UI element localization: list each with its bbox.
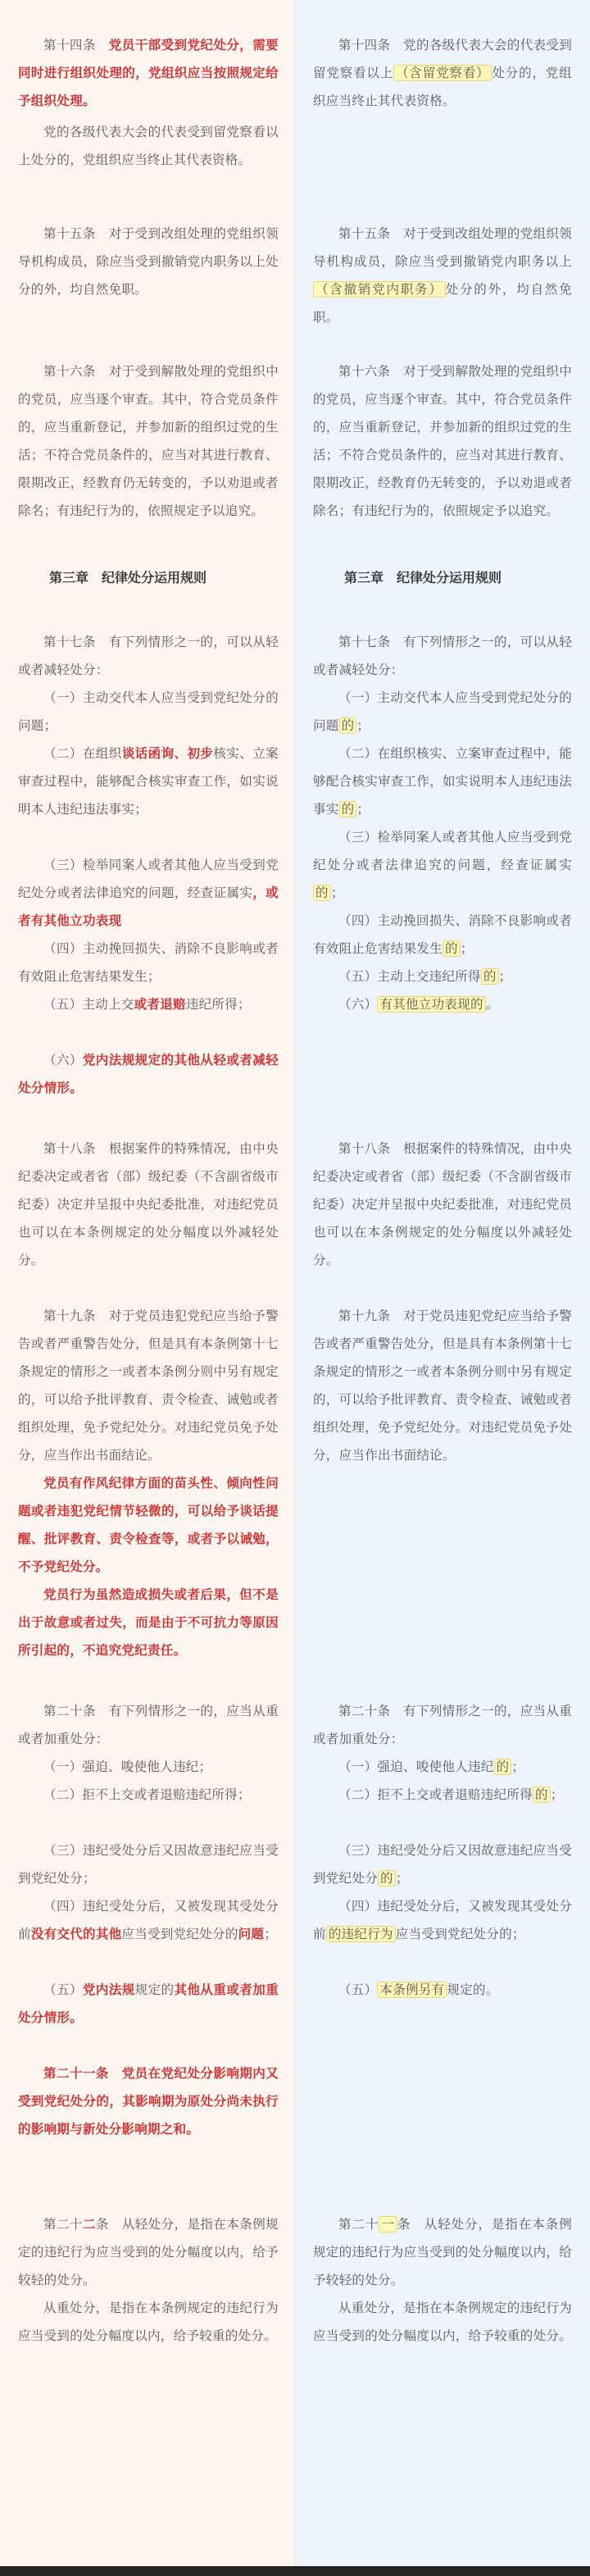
right-article-20-item-1: （一）强迫、唆使他人违纪 的 ； bbox=[338, 1759, 525, 1774]
bottom-bar bbox=[0, 2566, 590, 2576]
left-article-14: 第十四条 党员干部受到党纪处分，需要同时进行组织处理的，党组织应当按照规定给予组织处理。 bbox=[18, 38, 279, 108]
column-divider bbox=[294, 0, 295, 2576]
right-article-19: 第十九条 对于党员违犯党纪应当给予警告或者严重警告处分，但是具有本条例第十七条规定的情形之一或者本条例分则中另有规定的，可以给予批评教育、责令检查、诫勉或者组织处理，免予党纪处分。对违纪党员免予处分，应当作出书面结论。 bbox=[313, 1308, 573, 1463]
left-article-14-para2: 党的各级代表大会的代表受到留党察看以上处分的，党组织应当终止其代表资格。 bbox=[18, 125, 279, 167]
left-article-20-item-1: （一）强迫、唆使他人违纪； bbox=[43, 1759, 212, 1774]
right-article-15: 第十五条 对于受到改组处理的党组织领导机构成员，除应当受到撤销党内职务以上（含撤销党内职务） 处分的外，均自然免职。 bbox=[313, 226, 573, 325]
right-article-17-item-5: （五）主动上交违纪所得 的 ； bbox=[338, 969, 512, 984]
right-article-17-item-4: （四）主动挽回损失、消除不良影响或者有效阻止危害结果发生 的 ； bbox=[313, 913, 572, 956]
left-article-21: 第二十一条 党员在党纪处分影响期内又受到党纪处分的，其影响期为原处分尚未执行的影响期与新处分影响期之和。 bbox=[18, 2066, 279, 2137]
right-article-17-item-2: （二）在组织核实、立案审查过程中，能够配合核实审查工作，如实说明本人违纪违法事实 的 ； bbox=[313, 746, 573, 817]
left-article-17-item-1: （一）主动交代本人应当受到党纪处分的问题； bbox=[18, 690, 279, 733]
right-article-20-item-3: （三）违纪受处分后又因故意违纪应当受到党纪处分 的 ； bbox=[313, 1843, 572, 1886]
left-article-17-item-3: （三）检举同案人或者其他人应当受到党纪处分或者法律追究的问题，经查证属实，或者有其他立功表现 bbox=[18, 858, 279, 928]
right-article-17-item-6: （六） 有其他立功表现的 。 bbox=[338, 997, 499, 1012]
left-article-19-para3: 党员行为虽然造成损失或者后果，但不是出于故意或者过失，而是由于不可抗力等原因所引起的，不追究党纪责任。 bbox=[18, 1587, 279, 1658]
left-article-20-item-2: （二）拒不上交或者退赔违纪所得； bbox=[43, 1787, 251, 1802]
left-article-18: 第十八条 根据案件的特殊情况，由中央纪委决定或者省（部）级纪委（不含副省级市纪委）决定并呈报中央纪委批准，对违纪党员也可以在本条例规定的处分幅度以外减轻处分。 bbox=[18, 1141, 279, 1268]
left-article-19-para2: 党员有作风纪律方面的苗头性、倾向性问题或者违犯党纪情节轻微的，可以给予谈话提醒、批评教育、责令检查等，或者予以诫勉，不予党纪处分。 bbox=[18, 1476, 279, 1574]
right-article-20-item-5: （五） 本条例另有 规定的。 bbox=[338, 1982, 499, 1997]
right-article-14: 第十四条 党的各级代表大会的代表受到留党察看以上 （含留党察看） 处分的，党组织应当终止其代表资格。 bbox=[313, 38, 572, 108]
right-article-20-item-4: （四）违纪受处分后，又被发现其受处分前 的违纪行为 应当受到党纪处分的； bbox=[313, 1899, 572, 1941]
right-article-16: 第十六条 对于受到解散处理的党组织中的党员，应当逐个审查。其中，符合党员条件的，应当重新登记，并参加新的组织过党的生活；不符合党员条件的，应当对其进行教育、限期改正，经教育仍无转变的，予以劝退或者除名；有违纪行为的，依照规定予以追究。 bbox=[313, 364, 573, 518]
right-article-21: 第二十 一 条 从轻处分，是指在本条例规定的违纪行为应当受到的处分幅度以内，给予较轻的处分。 bbox=[313, 2217, 573, 2287]
right-article-21-para2: 从重处分，是指在本条例规定的违纪行为应当受到的处分幅度以内，给予较重的处分。 bbox=[313, 2301, 573, 2343]
left-article-20-item-5: （五）党内法规规定的其他从重或者加重处分情形。 bbox=[18, 1982, 279, 2025]
left-article-20-item-4: （四）违纪受处分后，又被发现其受处分前没有交代的其他应当受到党纪处分的问题； bbox=[18, 1899, 279, 1941]
left-article-17-item-5: （五）主动上交或者退赔违纪所得； bbox=[43, 997, 251, 1012]
right-article-17-item-3: （三）检举同案人或者其他人应当受到党纪处分或者法律追究的问题，经查证属实的 ； bbox=[313, 830, 572, 900]
left-article-20-item-3: （三）违纪受处分后又因故意违纪应当受到党纪处分； bbox=[18, 1843, 279, 1886]
left-article-22: 第二十二条 从轻处分，是指在本条例规定的违纪行为应当受到的处分幅度以内，给予较轻的处分。 bbox=[18, 2217, 279, 2287]
left-article-17: 第十七条 有下列情形之一的，可以从轻或者减轻处分： bbox=[18, 635, 279, 677]
right-article-20-item-2: （二）拒不上交或者退赔违纪所得 的 ； bbox=[338, 1787, 564, 1802]
left-article-22-para2: 从重处分，是指在本条例规定的违纪行为应当受到的处分幅度以内，给予较重的处分。 bbox=[18, 2301, 279, 2343]
left-article-17-item-2: （二）在组织谈话函询、初步核实、立案审查过程中，能够配合核实审查工作，如实说明本人违纪违法事实； bbox=[18, 746, 279, 817]
left-article-15: 第十五条 对于受到改组处理的党组织领导机构成员，除应当受到撤销党内职务以上处分的外，均自然免职。 bbox=[18, 226, 279, 297]
right-article-20: 第二十条 有下列情形之一的，应当从重或者加重处分： bbox=[313, 1704, 572, 1746]
right-article-17: 第十七条 有下列情形之一的，可以从轻或者减轻处分： bbox=[313, 635, 572, 677]
right-column-old-version bbox=[295, 0, 590, 2576]
left-article-19: 第十九条 对于党员违犯党纪应当给予警告或者严重警告处分，但是具有本条例第十七条规定的情形之一或者本条例分则中另有规定的，可以给予批评教育、责令检查、诫勉或者组织处理，免予党纪处分。对违纪党员免予处分，应当作出书面结论。 bbox=[18, 1308, 279, 1463]
left-article-17-item-4: （四）主动挽回损失、消除不良影响或者有效阻止危害结果发生； bbox=[18, 941, 279, 984]
left-chapter-3-title: 第三章 纪律处分运用规则 bbox=[49, 570, 207, 585]
left-article-17-item-6: （六）党内法规规定的其他从轻或者减轻处分情形。 bbox=[18, 1053, 279, 1095]
right-chapter-3-title: 第三章 纪律处分运用规则 bbox=[344, 570, 502, 585]
left-article-20: 第二十条 有下列情形之一的，应当从重或者加重处分： bbox=[18, 1704, 279, 1746]
left-article-16: 第十六条 对于受到解散处理的党组织中的党员，应当逐个审查。其中，符合党员条件的，应当重新登记，并参加新的组织过党的生活；不符合党员条件的，应当对其进行教育、限期改正，经教育仍无转变的，予以劝退或者除名；有违纪行为的，依照规定予以追究。 bbox=[18, 364, 279, 518]
right-article-18: 第十八条 根据案件的特殊情况，由中央纪委决定或者省（部）级纪委（不含副省级市纪委）决定并呈报中央纪委批准，对违纪党员也可以在本条例规定的处分幅度以外减轻处分。 bbox=[313, 1141, 573, 1268]
right-article-17-item-1: （一）主动交代本人应当受到党纪处分的问题 的 ； bbox=[313, 690, 572, 733]
